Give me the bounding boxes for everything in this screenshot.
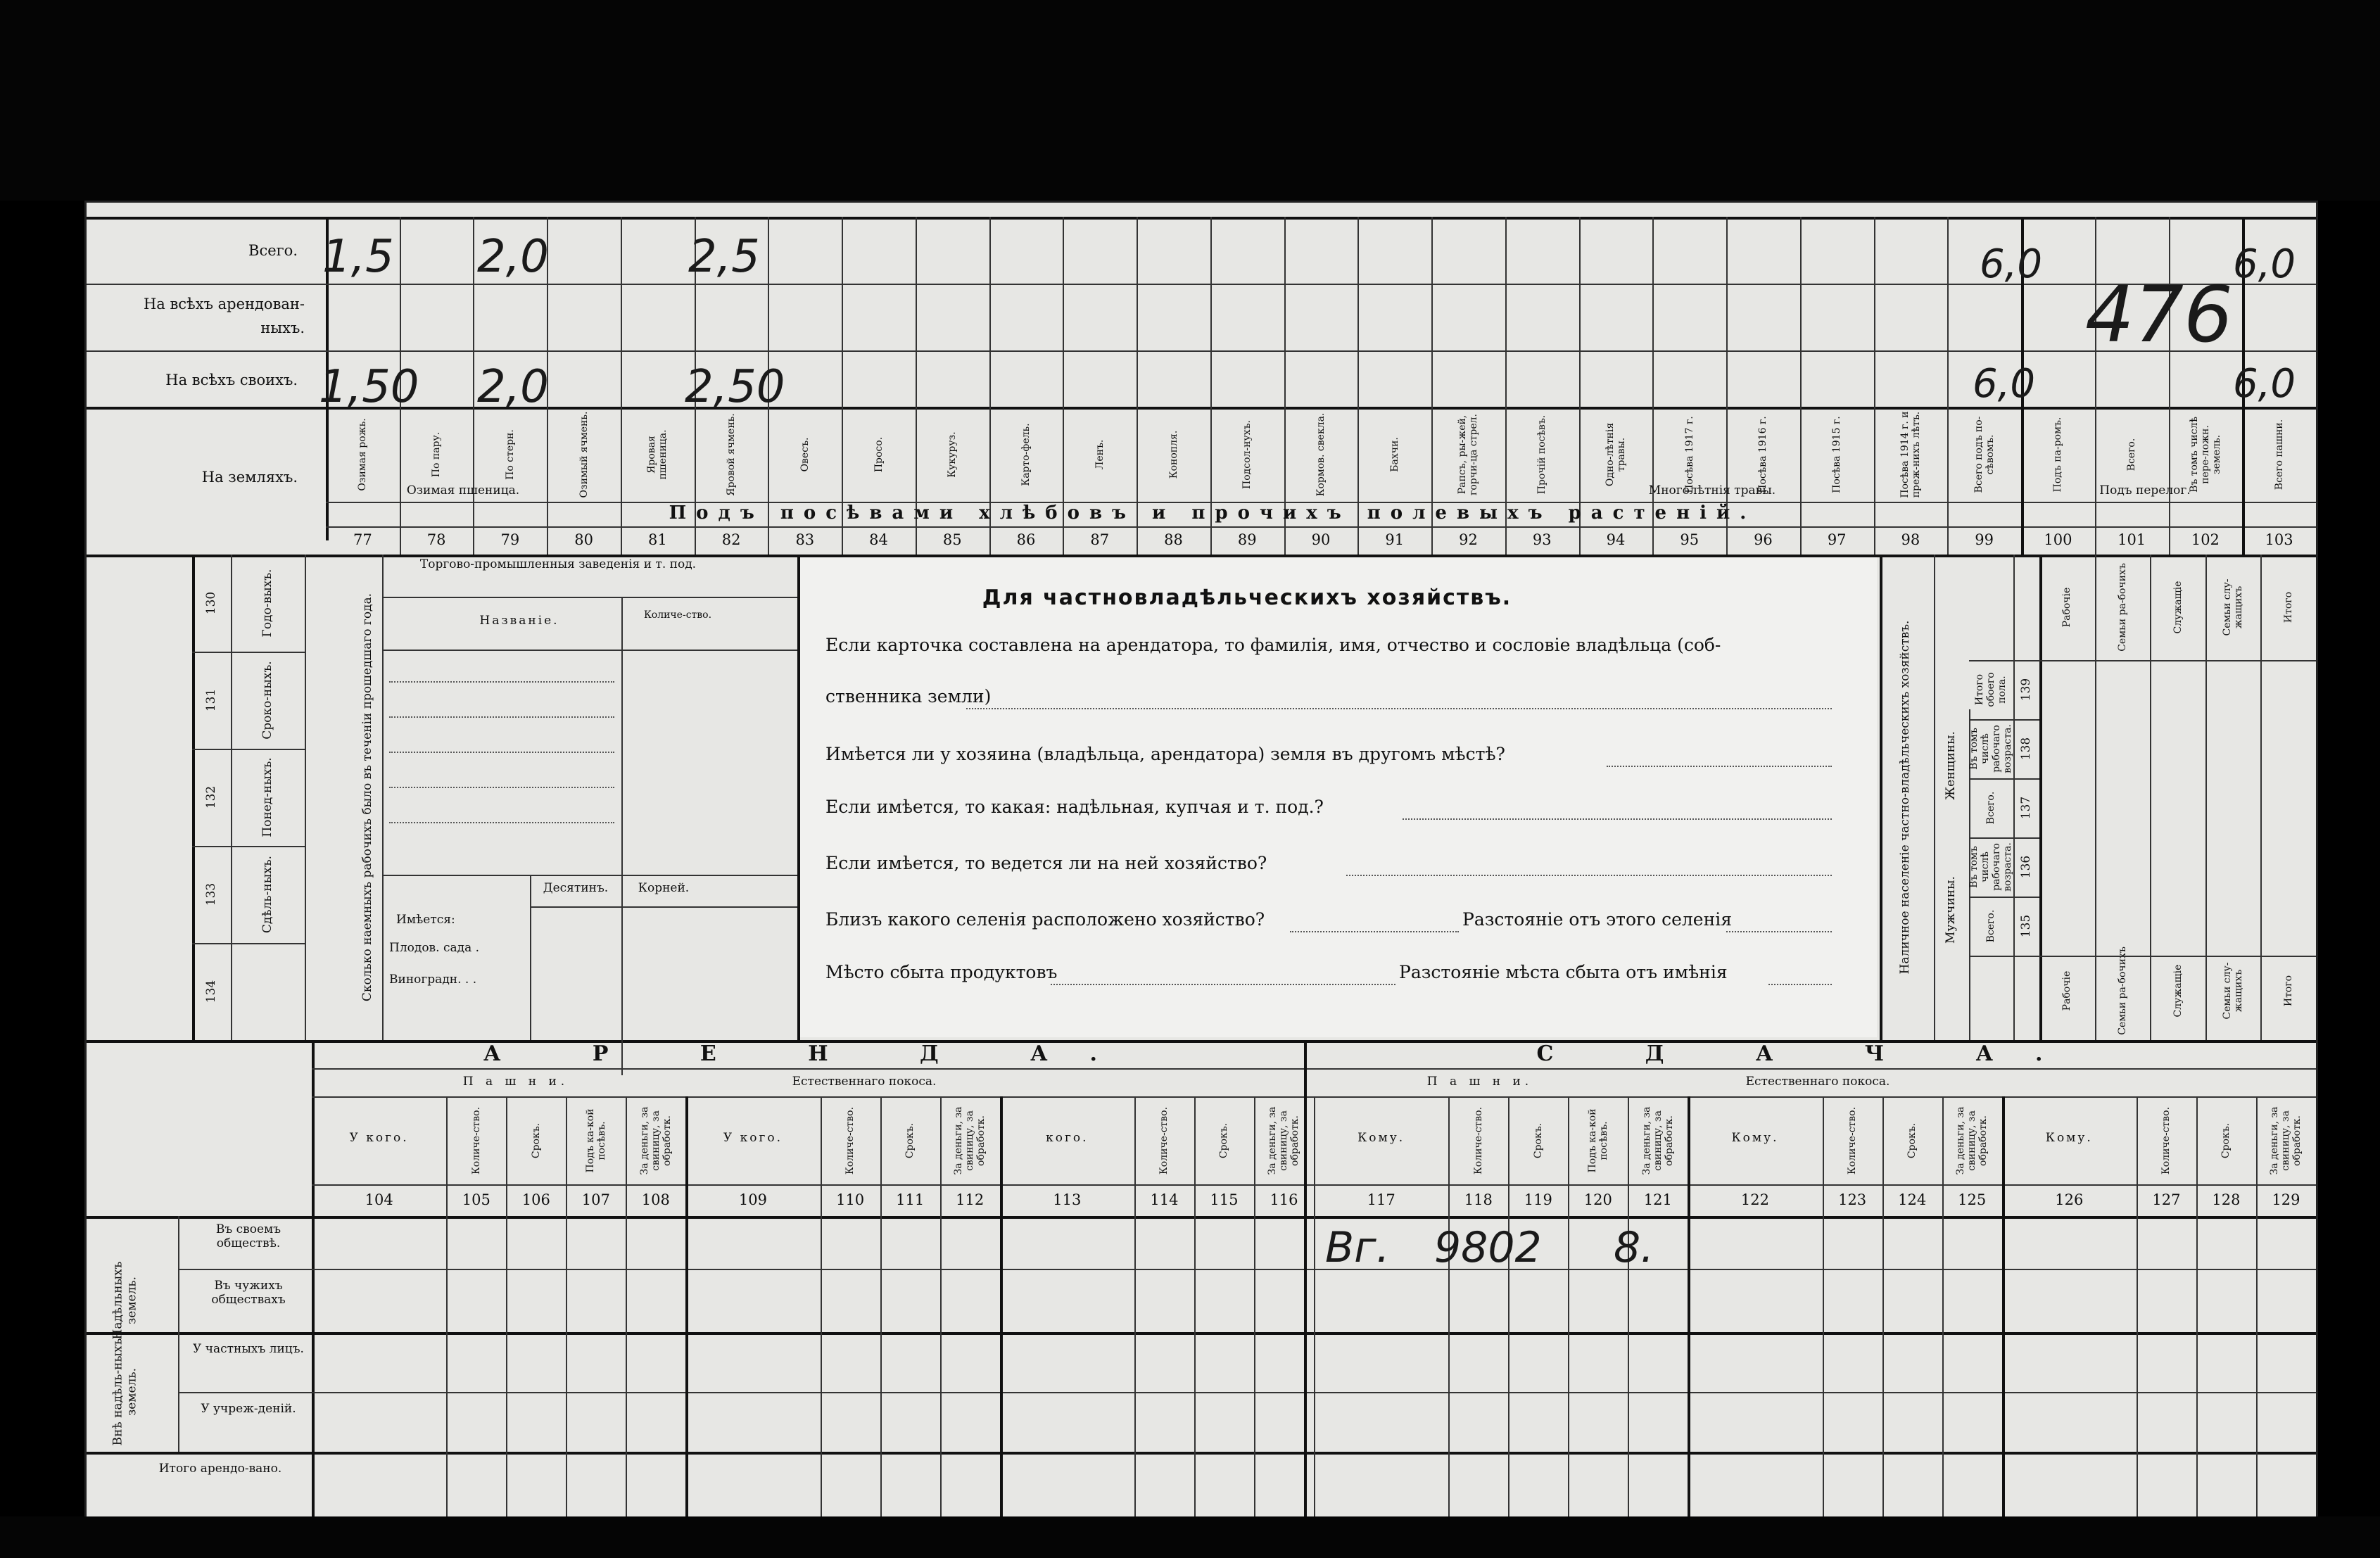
row-label-lands: На земляхъ.	[201, 469, 298, 486]
population-cat-label: Семьи ра-бочихъ	[2116, 563, 2128, 652]
top-col-number: 82	[721, 531, 741, 548]
arenda-sdacha-divider	[1304, 1040, 1307, 1519]
private-line-6a: Близъ какого селенія расположено хозяйство?	[825, 909, 1265, 930]
bottom-col-number: 125	[1958, 1191, 1987, 1208]
bottom-col-label: Кому.	[2045, 1131, 2093, 1145]
hw-121: 8.	[1614, 1223, 1654, 1272]
bottom-col-number: 106	[521, 1191, 550, 1208]
private-field-3[interactable]	[1607, 766, 1832, 767]
bottom-col-label: Количе-ство.	[1847, 1106, 1859, 1175]
bottom-col-label: За деньги, за свиницу, за обработк.	[638, 1106, 673, 1175]
top-col-number: 85	[942, 531, 962, 548]
bottom-col-label: За деньги, за свиницу, за обработк.	[1640, 1106, 1675, 1175]
private-line-2: ственника земли)	[825, 686, 992, 707]
top-col-number: 86	[1016, 531, 1036, 548]
mid-left-edge	[192, 555, 195, 1040]
nadel-group-label: Надѣльныхъ земель.	[110, 1261, 139, 1340]
bottom-col-divider	[2196, 1096, 2198, 1519]
row-private: У частныхъ лицъ.	[193, 1342, 304, 1356]
perennial-grass-group: Многолѣтнія травы.	[1648, 483, 1776, 498]
top-col-number: 103	[2265, 531, 2293, 548]
bottom-col-label: Количе-ство.	[844, 1106, 856, 1175]
top-col-number: 99	[1975, 531, 1994, 548]
top-col-number: 102	[2191, 531, 2220, 548]
trade-title-line	[382, 597, 797, 598]
top-col-number: 90	[1311, 531, 1331, 548]
bottom-col-label: Подъ ка-кой посѣвъ.	[584, 1108, 607, 1173]
bottom-row-4	[87, 1452, 2316, 1455]
bottom-col-number: 122	[1740, 1191, 1770, 1208]
bottom-col-divider	[1882, 1096, 1884, 1519]
hired-col-label: Сроко-ныхъ.	[260, 661, 275, 740]
population-cat-label: Рабочіе	[2061, 970, 2073, 1011]
private-field-5[interactable]	[1346, 875, 1832, 876]
bottom-col-label: За деньги, за свиницу, за обработк.	[2269, 1106, 2303, 1175]
hired-row-divider	[192, 943, 305, 944]
population-row-divider	[1969, 956, 2039, 957]
bottom-col-number: 116	[1270, 1191, 1298, 1208]
row-label-own: На всѣхъ своихъ.	[165, 372, 298, 388]
non-nadel-group-label: Внѣ надѣль-ныхъ земель.	[110, 1338, 139, 1446]
population-right-edge	[2039, 555, 2042, 1040]
top-col-number: 79	[500, 531, 520, 548]
top-banner: Подъ посѣвами хлѣбовъ и прочихъ полевыхъ растеній.	[669, 502, 1756, 524]
population-title: Наличное населеніе частно-владѣльческихъ хозяйствъ.	[1898, 620, 1913, 975]
top-col-label: Яровая пшеница.	[646, 429, 669, 480]
bottom-col-number: 124	[1898, 1191, 1927, 1208]
population-col-label: Въ томъ числѣ рабочаго возраста.	[1968, 842, 2014, 892]
orchard-roots: Корней.	[638, 881, 690, 895]
population-cat-label: Семьи слу-жащихъ	[2222, 962, 2245, 1020]
bottom-col-label: Срокъ.	[1906, 1122, 1918, 1159]
hired-col-number: 130	[204, 591, 219, 615]
private-line-1: Если карточка составлена на арендатора, то фамилія, имя, отчество и сословіе владѣльца (соб-	[825, 635, 1721, 655]
bottom-col-divider	[1628, 1096, 1629, 1519]
mid-label-divider	[305, 555, 306, 1040]
hired-divider	[382, 555, 384, 1040]
trade-dot-4	[389, 787, 614, 788]
census-card	[84, 201, 2318, 1521]
population-cat-line	[2039, 956, 2316, 957]
hw-own-82: 2,50	[685, 361, 785, 413]
hw-total-99: 6,0	[1980, 241, 2043, 287]
orchard-desyatin: Десятинъ.	[543, 881, 609, 895]
arenda-meadow: Естественнаго покоса.	[792, 1075, 937, 1089]
scan-edge-bottom	[0, 1516, 2380, 1558]
top-col-number: 84	[869, 531, 888, 548]
top-col-label: Посѣва 1917 г.	[1683, 416, 1695, 493]
bottom-col-label: Кому.	[1357, 1131, 1405, 1145]
hired-workers-label: Сколько наемныхъ рабочихъ было въ теченіи прошедшаго года.	[360, 593, 375, 1002]
top-col-label: Кукуруз.	[947, 431, 958, 478]
bottom-col-number: 113	[1053, 1191, 1082, 1208]
bottom-col-label: За деньги, за свиницу, за обработк.	[953, 1106, 987, 1175]
top-col-label: Посѣва 1914 г. и преж-нихъ лѣтъ.	[1899, 411, 1922, 498]
bottom-col-divider	[940, 1096, 942, 1519]
row-other-society: Въ чужихъ обществахъ	[211, 1279, 286, 1307]
top-col-label: Озимый ячмень.	[578, 411, 590, 498]
top-col-label: Озимая рожь.	[357, 418, 369, 491]
top-col-label: Посѣва 1915 г.	[1831, 416, 1843, 493]
sdacha-meadow: Естественнаго покоса.	[1745, 1075, 1890, 1089]
trade-dot-1	[389, 681, 614, 683]
hired-col-label: Сдѣль-ныхъ.	[260, 855, 275, 934]
row-own-society: Въ своемъ обществѣ.	[215, 1222, 281, 1250]
bottom-col-number: 112	[956, 1191, 985, 1208]
bottom-col-number: 107	[581, 1191, 610, 1208]
arenda-pashni: П а ш н и.	[462, 1075, 569, 1089]
bottom-col-divider	[821, 1096, 822, 1519]
bottom-col-divider	[880, 1096, 882, 1519]
row-label-rented: На всѣхъ арендован-ныхъ.	[143, 296, 305, 336]
bottom-col-number: 110	[836, 1191, 865, 1208]
top-col-label: Всего.	[2126, 438, 2138, 471]
top-border	[87, 217, 2316, 220]
population-cat-divider	[2260, 555, 2262, 1040]
top-col-label: Всего пашни.	[2273, 419, 2285, 490]
top-col-label: Просо.	[873, 436, 885, 473]
population-cat-divider	[2095, 555, 2096, 1040]
population-col-number: 139	[2019, 678, 2034, 702]
top-col-number: 100	[2044, 531, 2072, 548]
population-cat-label: Семьи слу-жащихъ	[2222, 578, 2245, 636]
bottom-col-number: 104	[365, 1191, 393, 1208]
bottom-label-divider	[312, 1040, 315, 1519]
bottom-col-number: 108	[641, 1191, 670, 1208]
hw-117: Вг.	[1325, 1223, 1390, 1272]
bottom-col-number: 127	[2152, 1191, 2181, 1208]
orchard-divider-1	[530, 875, 531, 1040]
population-women: Женщины.	[1944, 731, 1958, 800]
hired-col-number: 131	[204, 688, 219, 712]
bottom-row-3	[178, 1392, 2316, 1393]
top-col-number: 92	[1459, 531, 1478, 548]
trade-dot-3	[389, 752, 614, 753]
population-cat-label: Служащіе	[2172, 964, 2184, 1018]
bottom-col-divider	[1688, 1096, 1690, 1519]
top-col-divider	[2095, 217, 2096, 555]
bottom-col-divider	[1448, 1096, 1450, 1519]
top-col-number: 98	[1901, 531, 1920, 548]
bottom-col-number: 117	[1367, 1191, 1395, 1208]
top-col-number: 93	[1532, 531, 1552, 548]
population-cat-line	[2039, 660, 2316, 661]
hw-total-103: 6,0	[2233, 241, 2296, 287]
top-col-number: 91	[1385, 531, 1405, 548]
private-field-4[interactable]	[1403, 818, 1832, 820]
bottom-col-divider	[1823, 1096, 1824, 1519]
bottom-col-divider	[1000, 1096, 1003, 1519]
population-col-label: Въ томъ числѣ рабочаго возраста.	[1968, 724, 2014, 773]
population-col-number: 136	[2019, 855, 2034, 879]
bottom-col-divider	[2002, 1096, 2005, 1519]
private-line-7b: Разстояніе мѣста сбыта отъ имѣнія	[1399, 962, 1728, 982]
bottom-col-label: Количе-ство.	[470, 1106, 482, 1175]
trade-dot-2	[389, 716, 614, 718]
bottom-number-line	[87, 1216, 2316, 1219]
bottom-col-label: кого.	[1046, 1131, 1089, 1145]
population-cat-label: Итого	[2282, 975, 2294, 1007]
population-num-divider	[2013, 555, 2015, 1040]
top-col-label: Яровой ячмень.	[726, 413, 738, 496]
bottom-col-divider	[1568, 1096, 1569, 1519]
hired-col-number: 134	[204, 980, 219, 1003]
population-men: Мужчины.	[1944, 876, 1958, 944]
arenda-title: А Р Е Н Д А.	[483, 1041, 1139, 1066]
top-col-divider	[2169, 217, 2170, 555]
bottom-col-divider	[506, 1096, 507, 1519]
fallow-group: Подъ перелог.	[2099, 483, 2191, 498]
top-row-line-2	[87, 350, 2316, 352]
row-total-rented: Итого арендо-вано.	[158, 1462, 282, 1476]
bottom-col-number: 105	[462, 1191, 490, 1208]
top-col-number: 87	[1090, 531, 1110, 548]
population-cat-divider	[2150, 555, 2151, 1040]
bottom-col-divider	[566, 1096, 567, 1519]
bottom-group-divider	[178, 1216, 179, 1452]
hw-own-79: 2,0	[477, 361, 549, 413]
orchard-fruit: Плодов. сада .	[389, 941, 480, 955]
top-col-label: Рапсъ, ры-жей, горчи-ца стрел.	[1457, 413, 1480, 496]
private-field-7b[interactable]	[1768, 984, 1832, 985]
bottom-col-label: Срокъ.	[1218, 1122, 1230, 1159]
top-col-number: 81	[647, 531, 667, 548]
top-col-label: Въ томъ числѣ пере-ложн. земель.	[2188, 417, 2222, 493]
bottom-row-1	[178, 1269, 2316, 1270]
hw-own-77: 1,50	[319, 361, 419, 413]
bottom-col-divider	[446, 1096, 448, 1519]
bottom-col-label: За деньги, за свиницу, за обработк.	[1267, 1106, 1301, 1175]
bottom-col-divider	[2256, 1096, 2258, 1519]
top-col-number: 94	[1606, 531, 1626, 548]
trade-title: Торгово-промышленныя заведенія и т. под.	[419, 557, 697, 571]
top-col-number: 97	[1827, 531, 1847, 548]
top-col-label: Подсол-нухъ.	[1241, 420, 1253, 489]
winter-wheat-group: Озимая пшеница.	[406, 483, 520, 498]
bottom-col-label: Срокъ.	[904, 1122, 916, 1159]
banner-bottom-line	[326, 526, 2316, 528]
bottom-col-number: 115	[1210, 1191, 1239, 1208]
bottom-col-divider	[1314, 1096, 1315, 1519]
private-title: Для частновладѣльческихъ хозяйствъ.	[982, 585, 1512, 610]
top-col-number: 77	[353, 531, 372, 548]
orchard-top-line	[382, 875, 797, 876]
bottom-col-label: Срокъ.	[530, 1122, 542, 1159]
top-col-label: По пару.	[431, 431, 443, 478]
bottom-col-number: 114	[1150, 1191, 1179, 1208]
row-institutions: У учреж-деній.	[201, 1402, 296, 1416]
arenda-line	[312, 1068, 2316, 1070]
trade-name-header: Названіе.	[479, 614, 559, 628]
top-col-label: Конопля.	[1167, 430, 1179, 479]
private-line-5: Если имѣется, то ведется ли на ней хозяйство?	[825, 853, 1267, 873]
population-col-number: 135	[2019, 914, 2034, 938]
bottom-col-label: У кого.	[349, 1131, 409, 1145]
private-line-3: Имѣется ли у хозяина (владѣльца, арендатора) земля въ другомъ мѣстѣ?	[825, 744, 1505, 764]
bottom-col-label: Подъ ка-кой посѣвъ.	[1586, 1108, 1609, 1173]
bottom-col-number: 126	[2055, 1191, 2084, 1208]
bottom-col-number: 111	[896, 1191, 925, 1208]
top-col-number: 78	[426, 531, 446, 548]
trade-qty-header: Количе-ство.	[643, 609, 712, 621]
hw-total-77: 1,5	[322, 231, 394, 283]
hw-own-103: 6,0	[2233, 361, 2296, 407]
hired-col-label: Понед-ныхъ.	[260, 757, 275, 837]
population-col-number: 138	[2019, 737, 2034, 761]
bottom-col-label: Количе-ство.	[1472, 1106, 1484, 1175]
population-cat-label: Итого	[2282, 591, 2294, 623]
bottom-col-number: 118	[1464, 1191, 1493, 1208]
orchard-header-line	[530, 906, 797, 908]
bottom-col-label: Количе-ство.	[2160, 1106, 2172, 1175]
top-col-label: Одно-лѣтнія травы.	[1604, 422, 1627, 487]
bottom-col-label: Количе-ство.	[1158, 1106, 1170, 1175]
population-divider	[1934, 555, 1935, 1040]
bottom-col-divider	[2137, 1096, 2138, 1519]
bottom-col-label: У кого.	[723, 1131, 783, 1145]
hw-118: 9802	[1434, 1223, 1542, 1272]
top-col-number: 101	[2118, 531, 2146, 548]
population-col-label: Всего.	[1985, 791, 1996, 825]
sdacha-title: С Д А Ч А.	[1536, 1041, 2085, 1066]
top-col-label: Подъ па-ромъ.	[2052, 417, 2064, 493]
population-col-label: Всего.	[1985, 909, 1996, 943]
top-col-number: 88	[1164, 531, 1183, 548]
top-col-number: 89	[1237, 531, 1257, 548]
top-col-label: Ленъ.	[1094, 439, 1106, 470]
population-cat-label: Семьи ра-бочихъ	[2116, 946, 2128, 1035]
private-field-6a[interactable]	[1290, 931, 1459, 932]
bottom-col-divider	[1134, 1096, 1136, 1519]
bottom-col-divider	[685, 1096, 688, 1519]
bottom-col-label: Срокъ.	[2220, 1122, 2232, 1159]
sdacha-pashni: П а ш н и.	[1426, 1075, 1533, 1089]
private-line-7a: Мѣсто сбыта продуктовъ	[825, 962, 1058, 982]
private-line-4: Если имѣется, то какая: надѣльная, купчая и т. под.?	[825, 797, 1324, 817]
bottom-col-number: 109	[738, 1191, 768, 1208]
private-field-7a[interactable]	[1051, 984, 1395, 985]
hired-row-divider	[192, 846, 305, 847]
population-cat-label: Рабочіе	[2061, 587, 2073, 628]
bottom-col-divider	[1508, 1096, 1509, 1519]
bottom-col-label: Срокъ.	[1532, 1122, 1544, 1159]
population-col-label: Итого обоего пола.	[1973, 672, 2008, 707]
top-col-label: По стерн.	[504, 429, 516, 480]
mid-num-divider	[231, 555, 232, 1040]
top-col-number: 80	[574, 531, 593, 548]
bottom-col-divider	[1942, 1096, 1944, 1519]
bottom-col-number: 119	[1524, 1191, 1552, 1208]
top-col-label: Всего подъ по-сѣвомъ.	[1973, 416, 1996, 493]
hired-col-label: Годо-выхъ.	[260, 569, 275, 638]
orchard-has: Имѣется:	[396, 913, 455, 927]
scan-edge-top	[0, 0, 2380, 201]
top-col-number: 95	[1680, 531, 1699, 548]
bottom-col-divider	[626, 1096, 627, 1519]
trade-header-line	[382, 650, 797, 651]
hired-col-number: 132	[204, 785, 219, 809]
top-col-number: 96	[1754, 531, 1773, 548]
private-field-2[interactable]	[966, 708, 1832, 709]
hw-card-number: 476	[2085, 270, 2233, 360]
trade-dot-5	[389, 822, 614, 823]
bottom-col-divider	[1194, 1096, 1196, 1519]
top-col-label: Прочій посѣвъ.	[1536, 414, 1548, 495]
top-col-label: Посѣва 1916 г.	[1757, 416, 1769, 493]
row-label-total: Всего.	[248, 242, 298, 259]
population-cat-label: Служащіе	[2172, 581, 2184, 634]
private-field-6b[interactable]	[1726, 931, 1832, 932]
hired-row-divider	[192, 652, 305, 653]
bottom-col-number: 128	[2212, 1191, 2241, 1208]
hired-col-number: 133	[204, 882, 219, 906]
bottom-col-number: 121	[1643, 1191, 1672, 1208]
top-col-number: 83	[795, 531, 815, 548]
population-cat-divider	[2205, 555, 2207, 1040]
population-col-number: 137	[2019, 796, 2034, 820]
hw-total-79: 2,0	[477, 231, 549, 283]
top-col-label: Карто-фель.	[1020, 423, 1032, 486]
bottom-col-label: Кому.	[1731, 1131, 1779, 1145]
hw-total-82: 2,5	[688, 231, 760, 283]
bottom-col-number: 123	[1838, 1191, 1867, 1208]
bottom-col-number: 129	[2272, 1191, 2300, 1208]
bottom-row-2	[87, 1332, 2316, 1335]
bottom-col-number: 120	[1583, 1191, 1612, 1208]
private-line-6b: Разстояніе отъ этого селенія	[1462, 909, 1733, 930]
top-col-label: Бахчи.	[1388, 437, 1400, 472]
hw-own-99: 6,0	[1973, 361, 2036, 407]
population-left-edge	[1880, 555, 1882, 1040]
hired-row-divider	[192, 749, 305, 750]
top-row-line-3	[87, 407, 2316, 410]
top-col-label: Овесъ.	[799, 437, 811, 472]
bottom-col-label: За деньги, за свиницу, за обработк.	[1955, 1106, 1989, 1175]
top-col-label: Кормов. свекла.	[1315, 412, 1327, 497]
orchard-divider-2	[621, 875, 623, 1040]
orchard-vine: Виноградн. . .	[389, 973, 477, 987]
bottom-col-divider	[1254, 1096, 1255, 1519]
